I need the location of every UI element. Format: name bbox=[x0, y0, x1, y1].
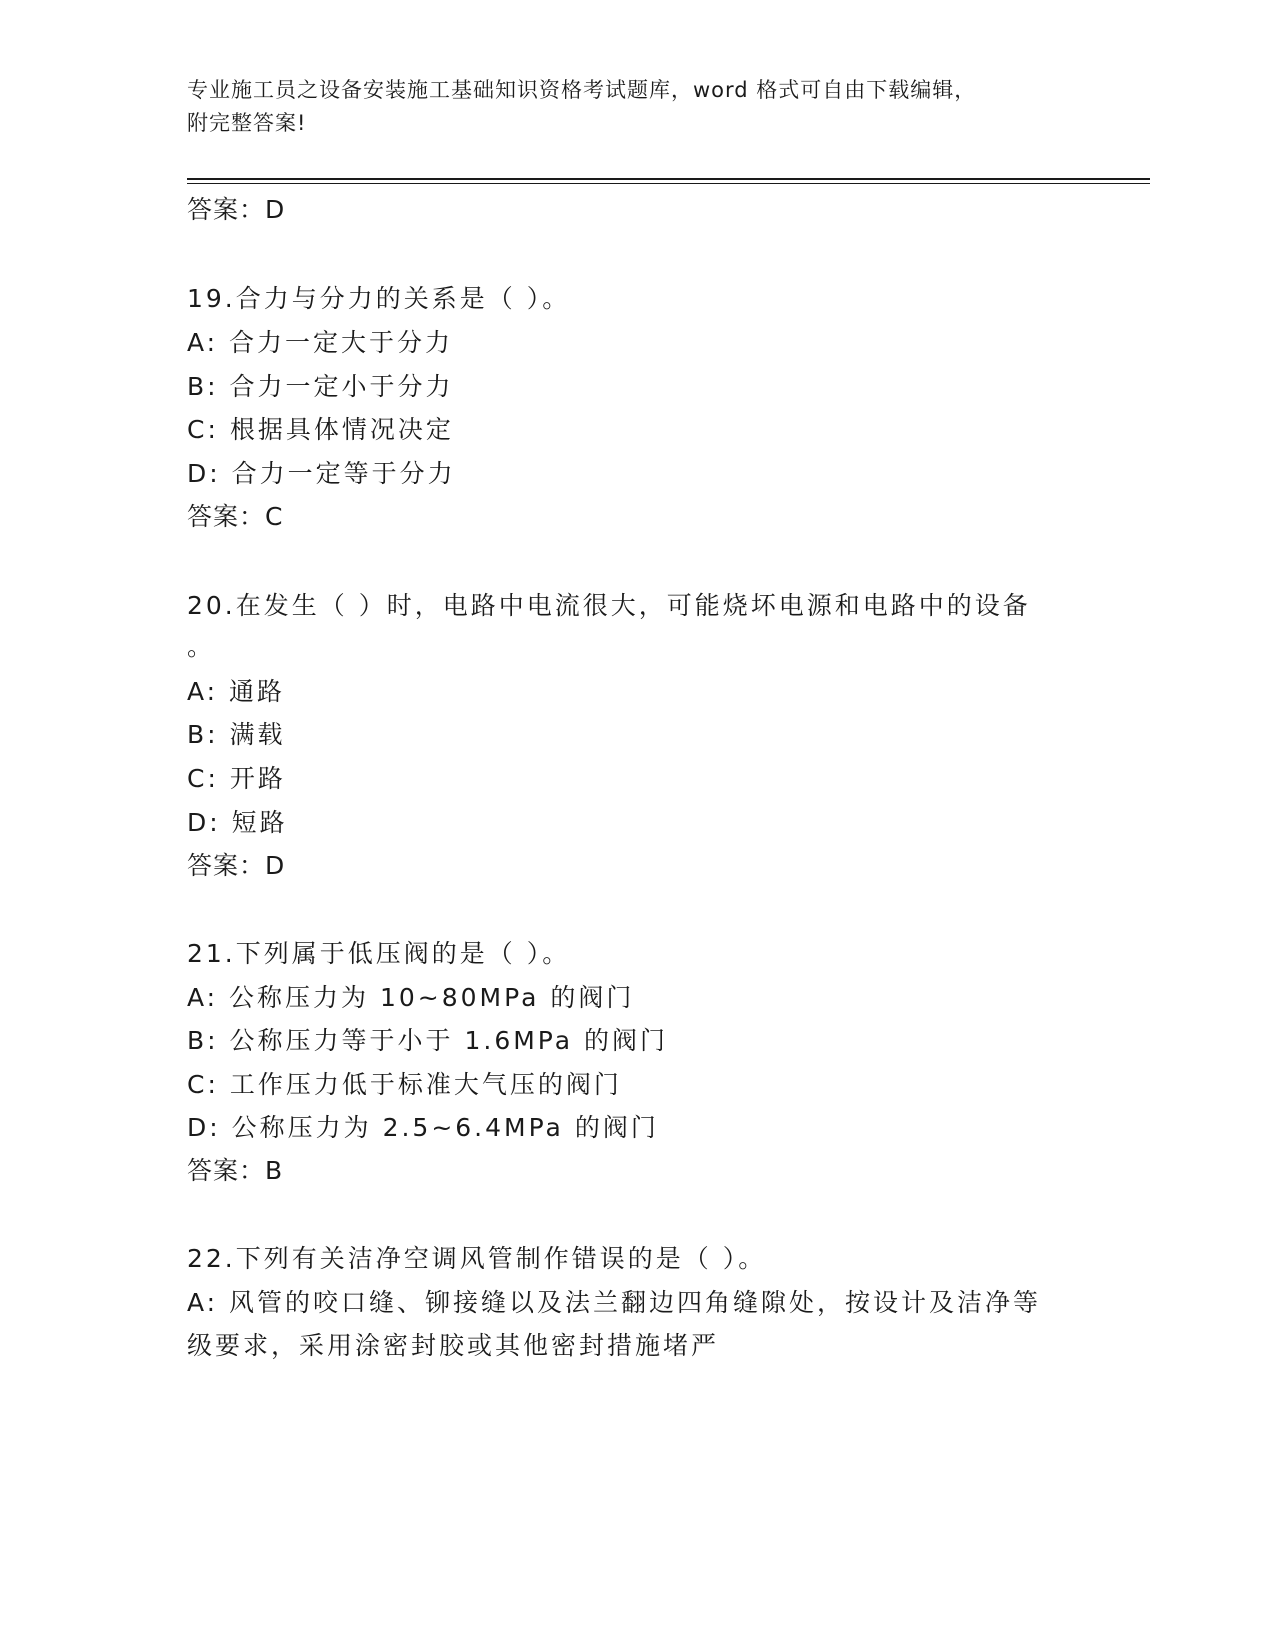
header-title-line-1: 专业施工员之设备安装施工基础知识资格考试题库，word 格式可自由下载编辑， bbox=[187, 78, 977, 102]
question-20-option-d: D: 短路 bbox=[187, 808, 288, 837]
answer-q19: 答案：C bbox=[187, 502, 284, 531]
question-20-stem-continuation: 。 bbox=[187, 632, 216, 661]
question-22-option-a: A: 风管的咬口缝、铆接缝以及法兰翻边四角缝隙处，按设计及洁净等 bbox=[187, 1288, 1042, 1317]
document-header bbox=[187, 74, 1087, 140]
header-divider-thin bbox=[187, 183, 1150, 184]
question-21-option-a: A: 公称压力为 10~80MPa 的阀门 bbox=[187, 983, 635, 1012]
question-20-stem: 20.在发生（ ）时，电路中电流很大，可能烧坏电源和电路中的设备 bbox=[187, 591, 1031, 620]
question-19-option-d: D: 合力一定等于分力 bbox=[187, 459, 456, 488]
question-19-option-a: A: 合力一定大于分力 bbox=[187, 328, 454, 357]
question-22-stem: 22.下列有关洁净空调风管制作错误的是（ ）。 bbox=[187, 1244, 767, 1273]
question-21-option-d: D: 公称压力为 2.5~6.4MPa 的阀门 bbox=[187, 1113, 659, 1142]
header-divider-thick bbox=[187, 178, 1150, 180]
question-20-option-b: B: 满载 bbox=[187, 720, 286, 749]
question-22-option-a-continuation: 级要求，采用涂密封胶或其他密封措施堵严 bbox=[187, 1331, 720, 1360]
answer-q18: 答案：D bbox=[187, 195, 286, 224]
question-20-option-a: A: 通路 bbox=[187, 677, 286, 706]
question-19-option-b: B: 合力一定小于分力 bbox=[187, 372, 454, 401]
answer-q21: 答案：B bbox=[187, 1156, 284, 1185]
question-21-stem: 21.下列属于低压阀的是（ ）。 bbox=[187, 939, 571, 968]
answer-q20: 答案：D bbox=[187, 851, 286, 880]
question-19-stem: 19.合力与分力的关系是（ ）。 bbox=[187, 284, 571, 313]
question-19-option-c: C: 根据具体情况决定 bbox=[187, 415, 454, 444]
question-20-option-c: C: 开路 bbox=[187, 764, 286, 793]
header-title-line-2: 附完整答案! bbox=[187, 111, 307, 135]
question-21-option-c: C: 工作压力低于标准大气压的阀门 bbox=[187, 1070, 622, 1099]
question-21-option-b: B: 公称压力等于小于 1.6MPa 的阀门 bbox=[187, 1026, 669, 1055]
